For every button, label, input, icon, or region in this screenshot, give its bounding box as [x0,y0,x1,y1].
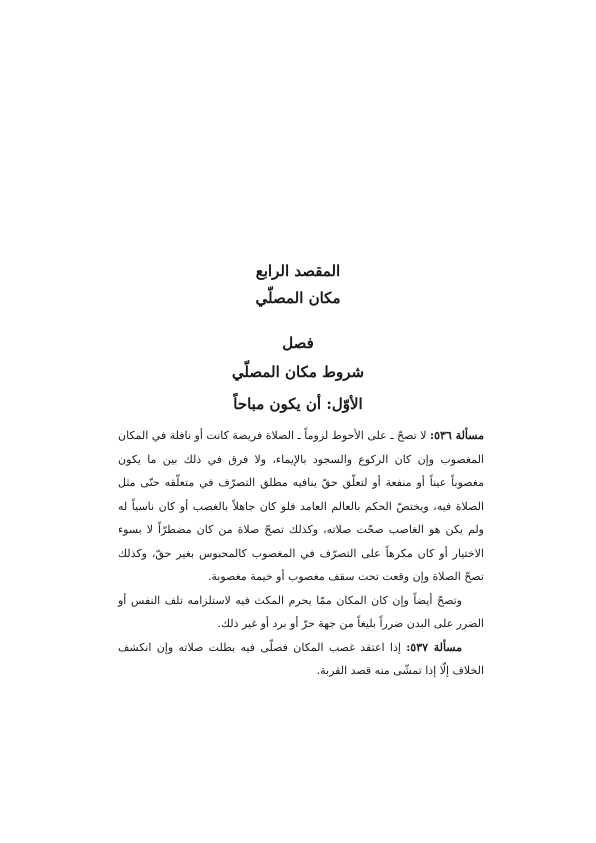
body-text [118,424,484,683]
paragraph-text: وتصحّ أيضاً وإن كان المكان ممّا يحرم المكث فيه لاستلزامه تلف النفس أو الضرر على البدن ضرراً بليغاً من جهة حرّ أو برد أو غير ذلك. [118,593,484,630]
part-heading: المقصد الرابع [255,262,341,280]
issue-label: مسألة ٥٣٦: [430,429,484,442]
paragraph-issue-536 [118,424,484,589]
section-heading: فصل [282,334,314,352]
issue-label: مسألة ٥٣٧: [406,640,462,654]
paragraph-issue-537 [118,636,484,683]
paragraph-text: إذا اعتقد غصب المكان فصلّى فيه بطلت صلاته وإن انكشف الخلاف إلّا إذا تمشّى منه قصد القربة. [118,640,484,677]
part-subheading: مكان المصلّي [255,289,341,307]
paragraph-text: لا تصحّ ـ على الأحوط لزوماً ـ الصلاة فريضة كانت أو نافلة في المكان المغصوب وإن كان الركوع والسجود بالإيماء، ولا فرق في ذلك بين ما يكون مغصوباً عيناً أو منفعة أو لتعلّق حقّ ينافيه مطلق التصرّف في متعلّقه حتّى مثل الصلاة فيه، ويختصّ الحكم بالعالم العامد فلو كان جاهلاً بالغصب أو كان ناسياً له ولم يكن هو الغاصب صحّت صلاته، وكذلك تصحّ صلاة من كان مضطرّاً لا بسوء الاختيار أو كان مكرهاً على التصرّف في المغصوب كالمحبوس بغير حقّ، وكذلك تصحّ الصلاة وإن وقعت تحت سقف مغصوب أو خيمة مغصوبة. [118,429,484,583]
paragraph-note [118,589,484,636]
condition-heading: الأوّل: أن يكون مباحاً [233,395,363,413]
section-subheading: شروط مكان المصلّي [231,363,365,381]
